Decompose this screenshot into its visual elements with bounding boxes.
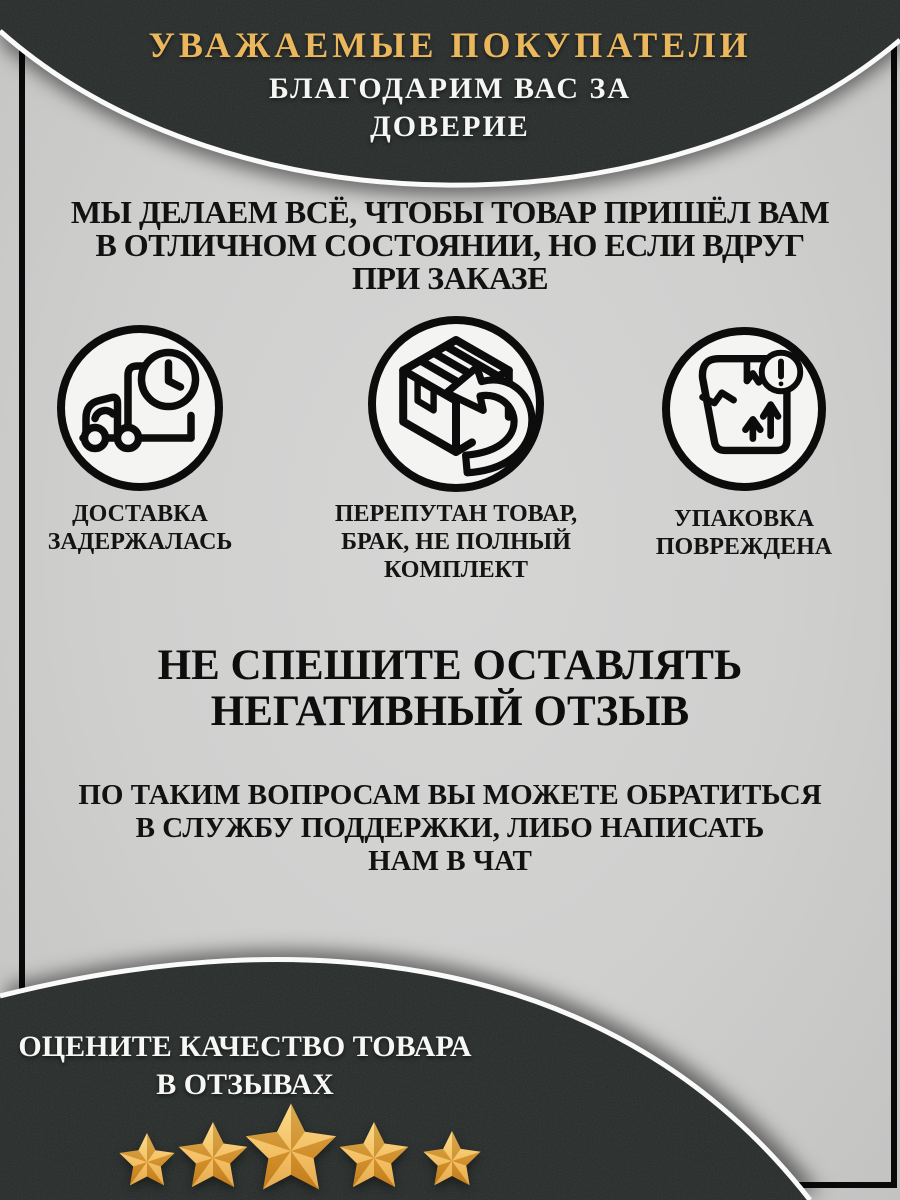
rating-stars [90,1098,510,1200]
issue-circle-delivery [57,325,223,491]
header-subtitle-line2: ДОВЕРИЕ [370,110,530,143]
intro-line-3: ПРИ ЗАКАЗЕ [351,260,549,296]
header-title: УВАЖАЕМЫЕ ПОКУПАТЕЛИ [148,25,752,65]
intro-line-1: МЫ ДЕЛАЕМ ВСЁ, ЧТОБЫ ТОВАР ПРИШЁЛ ВАМ [70,194,830,230]
support-line-1: ПО ТАКИМ ВОПРОСАМ ВЫ МОЖЕТЕ ОБРАТИТЬСЯ [78,779,822,811]
issue-label-line: БРАК, НЕ ПОЛНЫЙ [341,529,571,555]
footer-cta-line-1: ОЦЕНИТЕ КАЧЕСТВО ТОВАРА [18,1030,472,1063]
box-return-arrow-icon [376,324,536,484]
star-1 [119,1133,174,1185]
issue-label-line: ПОВРЕЖДЕНА [655,534,833,560]
issue-circle-damaged [662,327,826,491]
header-subtitle-line1: БЛАГОДАРИМ ВАС ЗА [268,72,632,105]
intro-line-2: В ОТЛИЧНОМ СОСТОЯНИИ, НО ЕСЛИ ВДРУГ [95,227,805,263]
issue-label-wrong-item [316,500,596,584]
warning-line-2: НЕГАТИВНЫЙ ОТЗЫВ [210,688,690,735]
issue-circle-wrong-item [368,316,544,492]
warning-heading [0,643,900,735]
star-4 [340,1122,409,1187]
footer-cta [10,1028,480,1104]
damaged-package-icon [670,335,818,483]
issue-label-line: УПАКОВКА [674,506,814,532]
star-2 [179,1122,248,1187]
issue-label-line: ДОСТАВКА [72,501,208,527]
star-5 [423,1131,480,1185]
footer-cta-line-2: В ОТЗЫВАХ [156,1068,334,1101]
issue-label-line: ЗАДЕРЖАЛАСЬ [47,529,233,555]
support-line-3: НАМ В ЧАТ [368,845,532,877]
warning-line-1: НЕ СПЕШИТЕ ОСТАВЛЯТЬ [157,642,743,689]
support-paragraph [0,779,900,878]
issue-label-line: КОМПЛЕКТ [383,557,529,583]
star-3 [246,1104,336,1190]
issue-label-line: ПЕРЕПУТАН ТОВАР, [334,501,578,527]
issue-label-delivery [20,500,260,556]
support-line-2: В СЛУЖБУ ПОДДЕРЖКИ, ЛИБО НАПИСАТЬ [135,812,765,844]
delivery-truck-clock-icon [65,333,215,483]
issue-label-damaged [614,505,874,561]
